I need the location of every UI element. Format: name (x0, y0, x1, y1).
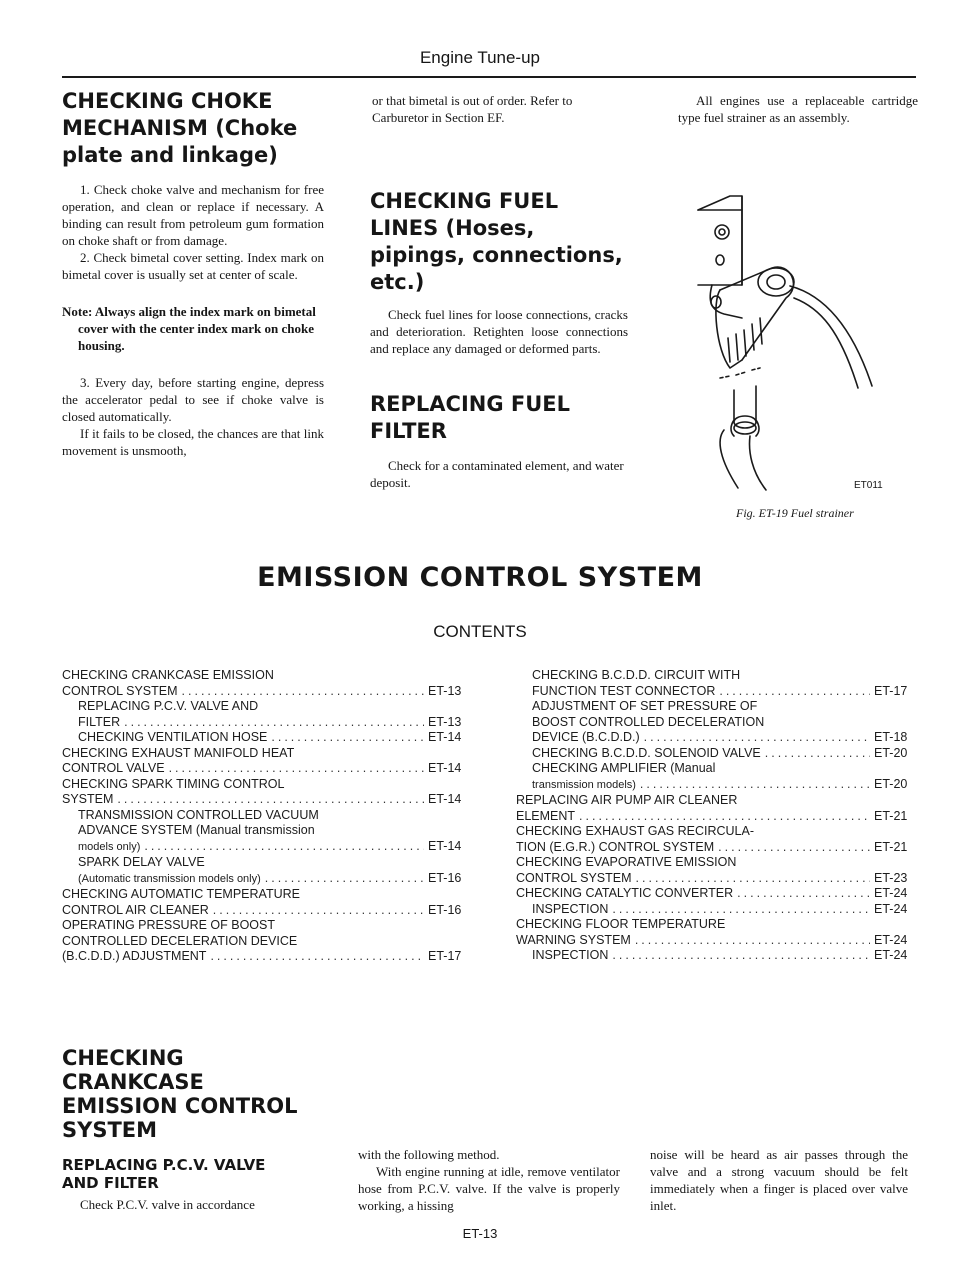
toc-entry-title: TION (E.G.R.) CONTROL SYSTEM (516, 839, 715, 854)
choke-note: Note: Always align the index mark on bimetal cover with the center index mark on choke housing. (62, 304, 316, 353)
toc-leader-dots (635, 933, 870, 949)
toc-leader-dots (612, 902, 870, 918)
toc-entry[interactable] (516, 902, 910, 918)
fuel-lines-heading (370, 188, 628, 296)
pcv-subheading (62, 1156, 342, 1192)
toc-page-number: ET-14 (428, 761, 462, 775)
heading-line: EMISSION CONTROL (62, 1094, 298, 1118)
figure-code: ET011 (854, 480, 883, 491)
toc-entry-line: CONTROLLED DECELERATION DEVICE (62, 933, 298, 948)
toc-leader-dots (640, 777, 870, 793)
running-header: Engine Tune-up (419, 48, 541, 67)
toc-entry-line: REPLACING AIR PUMP AIR CLEANER (516, 793, 738, 807)
toc-entry[interactable] (62, 903, 464, 919)
toc-entry-line: CHECKING CRANKCASE EMISSION (62, 668, 274, 682)
toc-entry[interactable] (62, 715, 464, 731)
heading-line: REPLACING FUEL (370, 392, 571, 416)
toc-page-number: ET-16 (428, 870, 462, 885)
heading-line: LINES (Hoses, (370, 216, 535, 240)
toc-entry[interactable] (516, 933, 910, 949)
contents-label: CONTENTS (433, 622, 527, 641)
toc-leader-dots (719, 684, 870, 700)
toc-right (516, 668, 910, 964)
toc-entry-title: (Automatic transmission models only) (78, 872, 261, 885)
toc-entry-line: CHECKING EXHAUST GAS RECIRCULA- (516, 824, 755, 838)
toc-leader-dots (210, 949, 424, 965)
toc-entry-line: OPERATING PRESSURE OF BOOST (62, 918, 275, 932)
toc-entry[interactable] (516, 777, 910, 794)
toc-entry[interactable] (516, 871, 910, 887)
toc-entry[interactable] (62, 730, 464, 746)
column-3 (678, 92, 918, 126)
toc-leader-dots (117, 792, 424, 808)
toc-page-number: ET-14 (428, 730, 462, 744)
column-1 (62, 88, 324, 459)
subheading-line: AND FILTER (62, 1174, 159, 1192)
toc-entry-title: CONTROL SYSTEM (516, 870, 632, 885)
toc-entry[interactable] (62, 684, 464, 700)
toc-entry-line: BOOST CONTROLLED DECELERATION (532, 714, 765, 729)
choke-heading (62, 88, 324, 169)
toc-entry-title: transmission models) (532, 778, 636, 791)
toc-entry[interactable] (62, 761, 464, 777)
header-rule (62, 76, 916, 78)
heading-line: CRANKCASE (62, 1070, 204, 1094)
toc-page-number: ET-17 (428, 949, 462, 963)
toc-page-number: ET-20 (874, 745, 908, 760)
heading-line: FILTER (370, 419, 447, 443)
toc-page-number: ET-14 (428, 792, 462, 806)
toc-leader-dots (213, 903, 424, 919)
toc-leader-dots (644, 730, 870, 746)
toc-leader-dots (169, 761, 424, 777)
toc-entry-line: CHECKING FLOOR TEMPERATURE (516, 917, 726, 931)
toc-page-number: ET-24 (874, 932, 908, 947)
heading-line: pipings, connections, (370, 243, 623, 267)
toc-entry-title: INSPECTION (532, 948, 609, 962)
fuel-filter-heading (370, 391, 628, 445)
toc-leader-dots (182, 684, 424, 700)
toc-page-number: ET-24 (874, 948, 908, 962)
toc-entry[interactable] (516, 684, 910, 700)
toc-entry-line: ADJUSTMENT OF SET PRESSURE OF (532, 699, 758, 713)
toc-entry-title: WARNING SYSTEM (516, 932, 631, 947)
toc-entry-title: CHECKING VENTILATION HOSE (78, 730, 268, 744)
toc-leader-dots (737, 886, 870, 902)
toc-page-number: ET-17 (874, 683, 908, 698)
fuel-strainer-text: All engines use a replaceable cartridge type fuel strainer as an assembly. (678, 93, 918, 125)
heading-line: CHECKING FUEL (370, 189, 559, 213)
toc-entry-title: SYSTEM (62, 792, 114, 806)
fuel-strainer-figure (690, 190, 910, 495)
figure-caption: Fig. ET-19 Fuel strainer (736, 506, 854, 520)
toc-entry[interactable] (62, 839, 464, 856)
fuel-lines-text: Check fuel lines for loose connections, cracks and deterioration. Retighten loose connections and replace any damaged or deformed parts. (370, 307, 628, 356)
choke-step-3-cont: If it fails to be closed, the chances are that link movement is unsmooth, (62, 426, 324, 458)
heading-line: etc.) (370, 270, 425, 294)
toc-leader-dots (144, 839, 424, 855)
toc-leader-dots (636, 871, 870, 887)
toc-page-number: ET-24 (874, 901, 908, 916)
toc-leader-dots (265, 871, 424, 887)
toc-page-number: ET-16 (428, 902, 462, 917)
toc-leader-dots (612, 948, 870, 964)
heading-line: SYSTEM (62, 1118, 158, 1142)
choke-step-3: 3. Every day, before starting engine, depress the accelerator pedal to see if choke valve is closed automatically. (62, 375, 324, 424)
toc-entry-title: INSPECTION (532, 901, 609, 916)
toc-page-number: ET-21 (874, 808, 908, 823)
toc-entry[interactable] (62, 792, 464, 808)
toc-entry-line: CHECKING AMPLIFIER (Manual (532, 761, 716, 775)
toc-leader-dots (271, 730, 424, 746)
toc-page-number: ET-24 (874, 886, 908, 900)
toc-entry-title: CHECKING B.C.D.D. SOLENOID VALVE (532, 745, 761, 760)
toc-entry-title: FUNCTION TEST CONNECTOR (532, 683, 716, 698)
toc-entry[interactable] (62, 949, 464, 965)
toc-entry-title: CONTROL SYSTEM (62, 683, 178, 698)
fuel-filter-text: Check for a contaminated element, and water deposit. (370, 458, 624, 490)
toc-entry-title: (B.C.D.D.) ADJUSTMENT (62, 949, 207, 963)
toc-page-number: ET-18 (874, 730, 908, 744)
toc-entry-line: CHECKING AUTOMATIC TEMPERATURE (62, 887, 300, 901)
toc-entry[interactable] (516, 746, 910, 762)
toc-left (62, 668, 464, 965)
toc-leader-dots (765, 746, 870, 762)
toc-entry-title: ELEMENT (516, 808, 576, 823)
toc-leader-dots (579, 809, 870, 825)
crankcase-heading (62, 1046, 342, 1142)
toc-entry[interactable] (516, 886, 910, 902)
page-number: ET-13 (462, 1226, 498, 1241)
column-2 (370, 92, 628, 491)
toc-entry[interactable] (516, 948, 910, 964)
toc-entry-title: CONTROL AIR CLEANER (62, 902, 209, 917)
toc-entry[interactable] (62, 871, 464, 888)
pcv-text-left: Check P.C.V. valve in accordance (80, 1197, 255, 1212)
toc-entry-line: CHECKING EXHAUST MANIFOLD HEAT (62, 745, 295, 760)
toc-leader-dots (718, 840, 870, 856)
toc-entry-line: CHECKING EVAPORATIVE EMISSION (516, 855, 737, 869)
toc-page-number: ET-13 (428, 714, 462, 729)
toc-entry[interactable] (516, 730, 910, 746)
subheading-line: REPLACING P.C.V. VALVE (62, 1156, 266, 1174)
heading-line: MECHANISM (Choke (62, 116, 298, 140)
toc-entry[interactable] (516, 809, 910, 825)
toc-entry-title: CONTROL VALVE (62, 761, 165, 775)
heading-line: CHECKING (62, 1046, 184, 1070)
heading-line: CHECKING CHOKE (62, 89, 273, 113)
toc-entry[interactable] (516, 840, 910, 856)
pcv-text-right: noise will be heard as air passes through the valve and a strong vacuum should be felt immediately when a finger is placed over valve inlet. (650, 1147, 908, 1213)
toc-page-number: ET-20 (874, 776, 908, 791)
toc-entry-line: SPARK DELAY VALVE (78, 855, 205, 869)
pcv-method-intro: with the following method. (358, 1147, 500, 1162)
choke-step-2: 2. Check bimetal cover setting. Index mark on bimetal cover is usually set at center of scale. (62, 250, 324, 282)
choke-step-1: 1. Check choke valve and mechanism for free operation, and clean or replace if necessary. A binding can result from petroleum gum formation on choke shaft or from damage. (62, 182, 324, 248)
toc-entry-line: CHECKING B.C.D.D. CIRCUIT WITH (532, 668, 741, 682)
toc-entry-title: CHECKING CATALYTIC CONVERTER (516, 886, 734, 900)
toc-entry-line: CHECKING SPARK TIMING CONTROL (62, 776, 285, 791)
toc-page-number: ET-23 (874, 870, 908, 885)
toc-leader-dots (124, 715, 424, 731)
pcv-text-middle (358, 1146, 620, 1214)
toc-page-number: ET-21 (874, 839, 908, 854)
toc-page-number: ET-13 (428, 683, 462, 698)
carburetor-reference: or that bimetal is out of order. Refer to Carburetor in Section EF. (372, 93, 573, 125)
heading-line: plate and linkage) (62, 143, 278, 167)
pcv-method-text: With engine running at idle, remove ventilator hose from P.C.V. valve. If the valve is properly working, a hissing (358, 1164, 620, 1213)
section-title: EMISSION CONTROL SYSTEM (257, 562, 703, 593)
toc-entry-line: ADVANCE SYSTEM (Manual transmission (78, 823, 315, 837)
toc-entry-title: models only) (78, 840, 141, 853)
toc-entry-line: REPLACING P.C.V. VALVE AND (78, 699, 259, 713)
toc-entry-line: TRANSMISSION CONTROLLED VACUUM (78, 807, 319, 822)
toc-entry-title: DEVICE (B.C.D.D.) (532, 730, 640, 744)
toc-entry-title: FILTER (78, 714, 121, 729)
toc-page-number: ET-14 (428, 838, 462, 853)
